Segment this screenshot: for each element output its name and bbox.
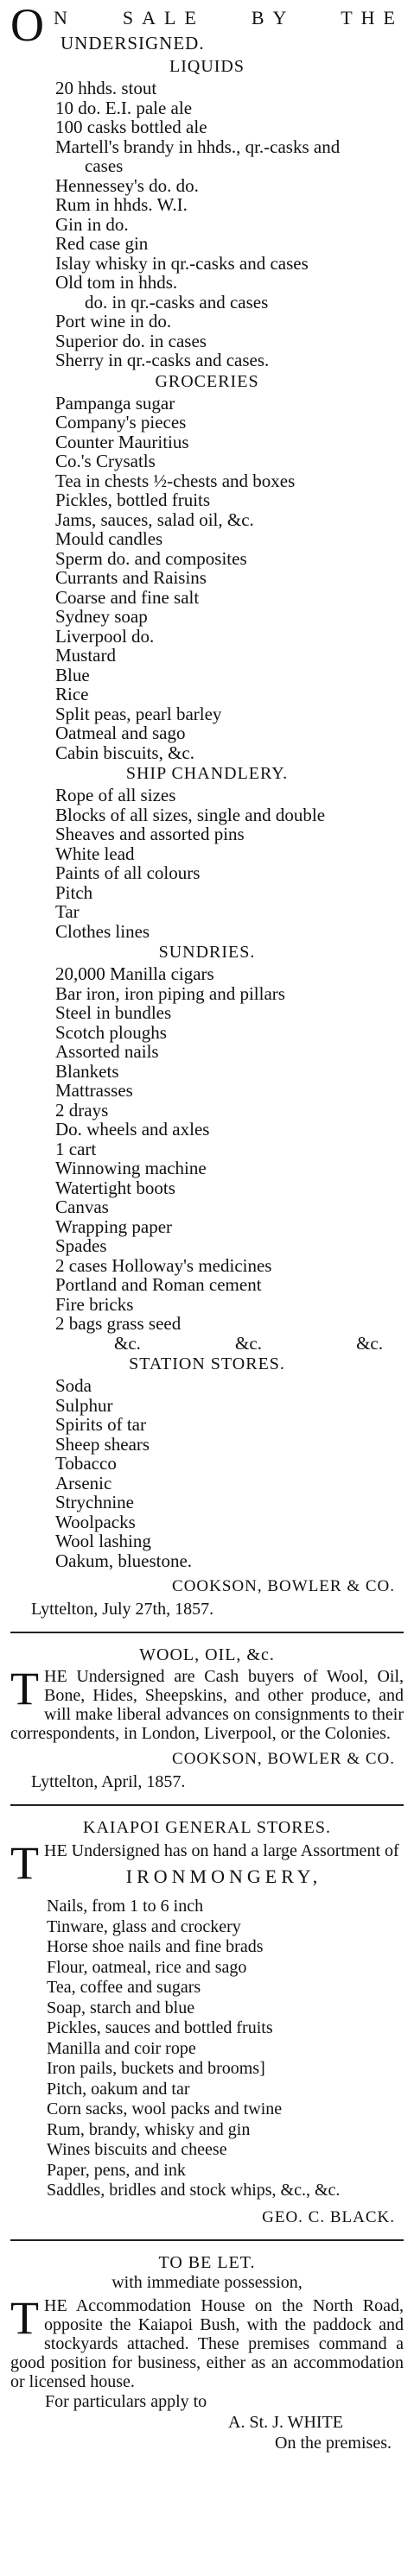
list-item: Sheaves and assorted pins: [55, 824, 245, 844]
list-item: Cabin biscuits, &c.: [55, 742, 194, 763]
ad-title: WOOL, OIL, &c.: [139, 1645, 275, 1664]
list-item: do. in qr.-casks and cases: [85, 291, 269, 313]
list-item: Mustard: [55, 645, 116, 666]
list-item: Red case gin: [55, 233, 149, 254]
list-item: Saddles, bridles and stock whips, &c., &c.: [47, 2181, 341, 2200]
list-item: Martell's brandy in hhds., qr.-casks and: [55, 136, 341, 157]
divider: [10, 1632, 404, 1633]
list-item: Tea in chests ½-chests and boxes: [55, 470, 296, 491]
list-item: 2 bags grass seed: [55, 1313, 182, 1334]
list-item: Manilla and coir rope: [47, 2038, 196, 2058]
etc-line: [114, 1334, 383, 1354]
kaiapoi-advertisement: [10, 1818, 404, 2227]
list-item: Liverpool do.: [55, 625, 155, 647]
list-item: Wrapping paper: [55, 1215, 173, 1237]
list-item: 2 cases Holloway's medicines: [55, 1254, 272, 1276]
drop-cap: O: [10, 0, 44, 51]
list-item: Strychnine: [55, 1492, 134, 1512]
list-item: Sydney soap: [55, 606, 148, 627]
list-item: Tar: [55, 901, 80, 922]
list-item: Rum, brandy, whisky and gin: [47, 2119, 251, 2139]
ad-body: [10, 2291, 404, 2391]
list-item: Rice: [55, 684, 89, 704]
list-item: 10 do. E.I. pale ale: [55, 97, 193, 118]
list-item: Sperm do. and composites: [55, 547, 247, 569]
list-item: Split peas, pearl barley: [55, 703, 222, 724]
list-item: Spades: [55, 1235, 107, 1256]
list-item: Sheep shears: [55, 1433, 150, 1455]
section-title: LIQUIDS: [169, 57, 245, 76]
ad-body: [10, 1663, 404, 1743]
list-item: Iron pails, buckets and brooms]: [47, 2059, 265, 2078]
list-item: Tea, coffee and sugars: [47, 1978, 201, 1997]
etc-mark: &c.: [356, 1332, 383, 1354]
list-item: Coarse and fine salt: [55, 586, 200, 608]
to-be-let-advertisement: [10, 2253, 404, 2453]
list-item: 100 casks bottled ale: [55, 117, 207, 137]
ad-intro-text: HE Undersigned has on hand a large Assortment of: [44, 1841, 399, 1860]
list-item: Arsenic: [55, 1472, 112, 1493]
list-item: Wines biscuits and cheese: [47, 2140, 227, 2159]
drop-cap: T: [10, 2291, 39, 2344]
list-item: Blocks of all sizes, single and double: [55, 804, 326, 825]
list-item: Paper, pens, and ink: [47, 2160, 186, 2180]
list-item: 1 cart: [55, 1138, 97, 1159]
signature: COOKSON, BOWLER & CO.: [172, 1577, 395, 1595]
list-item: Counter Mauritius: [55, 431, 189, 452]
list-item: Old tom in hhds.: [55, 272, 178, 293]
list-item: Portland and Roman cement: [55, 1274, 262, 1295]
section-ship-chandlery: [10, 764, 404, 941]
list-item: Pampanga sugar: [55, 392, 175, 414]
list-item: Soda: [55, 1375, 92, 1396]
heading-line-2: UNDERSIGNED.: [61, 33, 205, 54]
list-item: Tobacco: [55, 1453, 117, 1474]
list-item: Blue: [55, 664, 90, 685]
list-item: Clothes lines: [55, 920, 150, 942]
section-sundries: [10, 943, 404, 1353]
divider: [10, 1804, 404, 1806]
list-item: Flour, oatmeal, rice and sago: [47, 1957, 247, 1977]
drop-cap: T: [10, 1837, 39, 1889]
ad-body-text: HE Undersigned are Cash buyers of Wool, Oil, Bone, Hides, Sheepskins, and other produce, and will make liberal advances on consignments to their correspondents, in London, Liverpool, or the Colonies.: [10, 1667, 404, 1743]
list-item: Mould candles: [55, 528, 163, 549]
list-item: Woolpacks: [55, 1511, 136, 1532]
list-item: Assorted nails: [55, 1041, 159, 1062]
list-item: Bar iron, iron piping and pillars: [55, 982, 285, 1004]
list-item: Oakum, bluestone.: [55, 1550, 193, 1571]
list-item: Sherry in qr.-casks and cases.: [55, 350, 270, 370]
ironmongery-heading: IRONMONGERY,: [125, 1866, 322, 1887]
list-item: Soap, starch and blue: [47, 1998, 195, 2017]
list-item: Islay whisky in qr.-casks and cases: [55, 252, 309, 274]
list-item: Jams, sauces, salad oil, &c.: [55, 508, 254, 530]
list-item: Pickles, sauces and bottled fruits: [47, 2018, 273, 2037]
list-item: Do. wheels and axles: [55, 1119, 210, 1140]
particulars-line: For particulars apply to: [45, 2391, 207, 2411]
list-item: Port wine in do.: [55, 311, 172, 331]
ad-title: TO BE LET.: [158, 2252, 256, 2272]
list-item: Rope of all sizes: [55, 785, 176, 805]
list-item: Canvas: [55, 1196, 109, 1217]
on-sale-heading: [10, 0, 404, 55]
on-sale-advertisement: [10, 0, 404, 1619]
list-item: Pickles, bottled fruits: [55, 489, 211, 510]
list-item: Currants and Raisins: [55, 567, 207, 588]
list-item: Tinware, glass and crockery: [47, 1916, 241, 1936]
list-item: Horse shoe nails and fine brads: [47, 1937, 264, 1956]
list-item: Hennessey's do. do.: [55, 174, 199, 196]
list-item: Nails, from 1 to 6 inch: [47, 1897, 204, 1916]
section-title: SHIP CHANDLERY.: [125, 764, 289, 783]
heading-line-1: N SALE BY THE: [54, 7, 404, 28]
divider: [10, 2239, 404, 2241]
etc-mark: &c.: [114, 1332, 141, 1354]
section-station-stores: [10, 1354, 404, 1570]
list-item: Spirits of tar: [55, 1414, 146, 1435]
list-item: Scotch ploughs: [55, 1021, 167, 1043]
list-item: 20,000 Manilla cigars: [55, 963, 214, 984]
drop-cap: T: [10, 1663, 39, 1714]
section-title: STATION STORES.: [129, 1354, 285, 1373]
etc-mark: &c.: [235, 1332, 262, 1354]
list-item: Watertight boots: [55, 1177, 175, 1198]
section-title: SUNDRIES.: [158, 943, 256, 962]
list-item: Corn sacks, wool packs and twine: [47, 2099, 283, 2118]
list-item: Paints of all colours: [55, 862, 201, 883]
ad-subtitle: with immediate possession,: [111, 2272, 303, 2292]
section-liquids: [10, 57, 404, 370]
wool-oil-advertisement: [10, 1645, 404, 1792]
location-line: On the premises.: [275, 2433, 392, 2453]
list-item: Pitch, oakum and tar: [47, 2079, 190, 2099]
list-item: Mattrasses: [55, 1080, 133, 1101]
list-item: Superior do. in cases: [55, 330, 207, 351]
list-item: 2 drays: [55, 1099, 109, 1121]
ad-title: KAIAPOI GENERAL STORES.: [83, 1818, 331, 1837]
ad-body-text: HE Accommodation House on the North Road, opposite the Kaiapoi Bush, with the paddock and stockyards attached. These premises command a good position for business, either as an accommodation or licensed house.: [10, 2295, 404, 2391]
dateline: Lyttelton, April, 1857.: [31, 1772, 186, 1791]
list-item: Wool lashing: [55, 1531, 151, 1551]
list-item: cases: [85, 155, 124, 176]
section-groceries: [10, 372, 404, 763]
signature: COOKSON, BOWLER & CO.: [172, 1750, 395, 1768]
list-item: Rum in hhds. W.I.: [55, 194, 188, 215]
list-item: Co.'s Crysatls: [55, 451, 156, 471]
signature: GEO. C. BLACK.: [262, 2207, 395, 2226]
list-item: Sulphur: [55, 1394, 113, 1416]
signature: A. St. J. WHITE: [228, 2412, 343, 2432]
list-item: Oatmeal and sago: [55, 723, 186, 743]
list-item: Company's pieces: [55, 412, 187, 432]
list-item: Blankets: [55, 1060, 119, 1082]
list-item: Fire bricks: [55, 1293, 134, 1315]
list-item: White lead: [55, 843, 135, 864]
dateline: Lyttelton, July 27th, 1857.: [31, 1600, 214, 1619]
list-item: Steel in bundles: [55, 1002, 172, 1023]
section-title: GROCERIES: [155, 371, 259, 391]
list-item: Pitch: [55, 881, 93, 903]
list-item: Winnowing machine: [55, 1158, 207, 1178]
list-item: Gin in do.: [55, 213, 129, 235]
list-item: 20 hhds. stout: [55, 78, 157, 98]
